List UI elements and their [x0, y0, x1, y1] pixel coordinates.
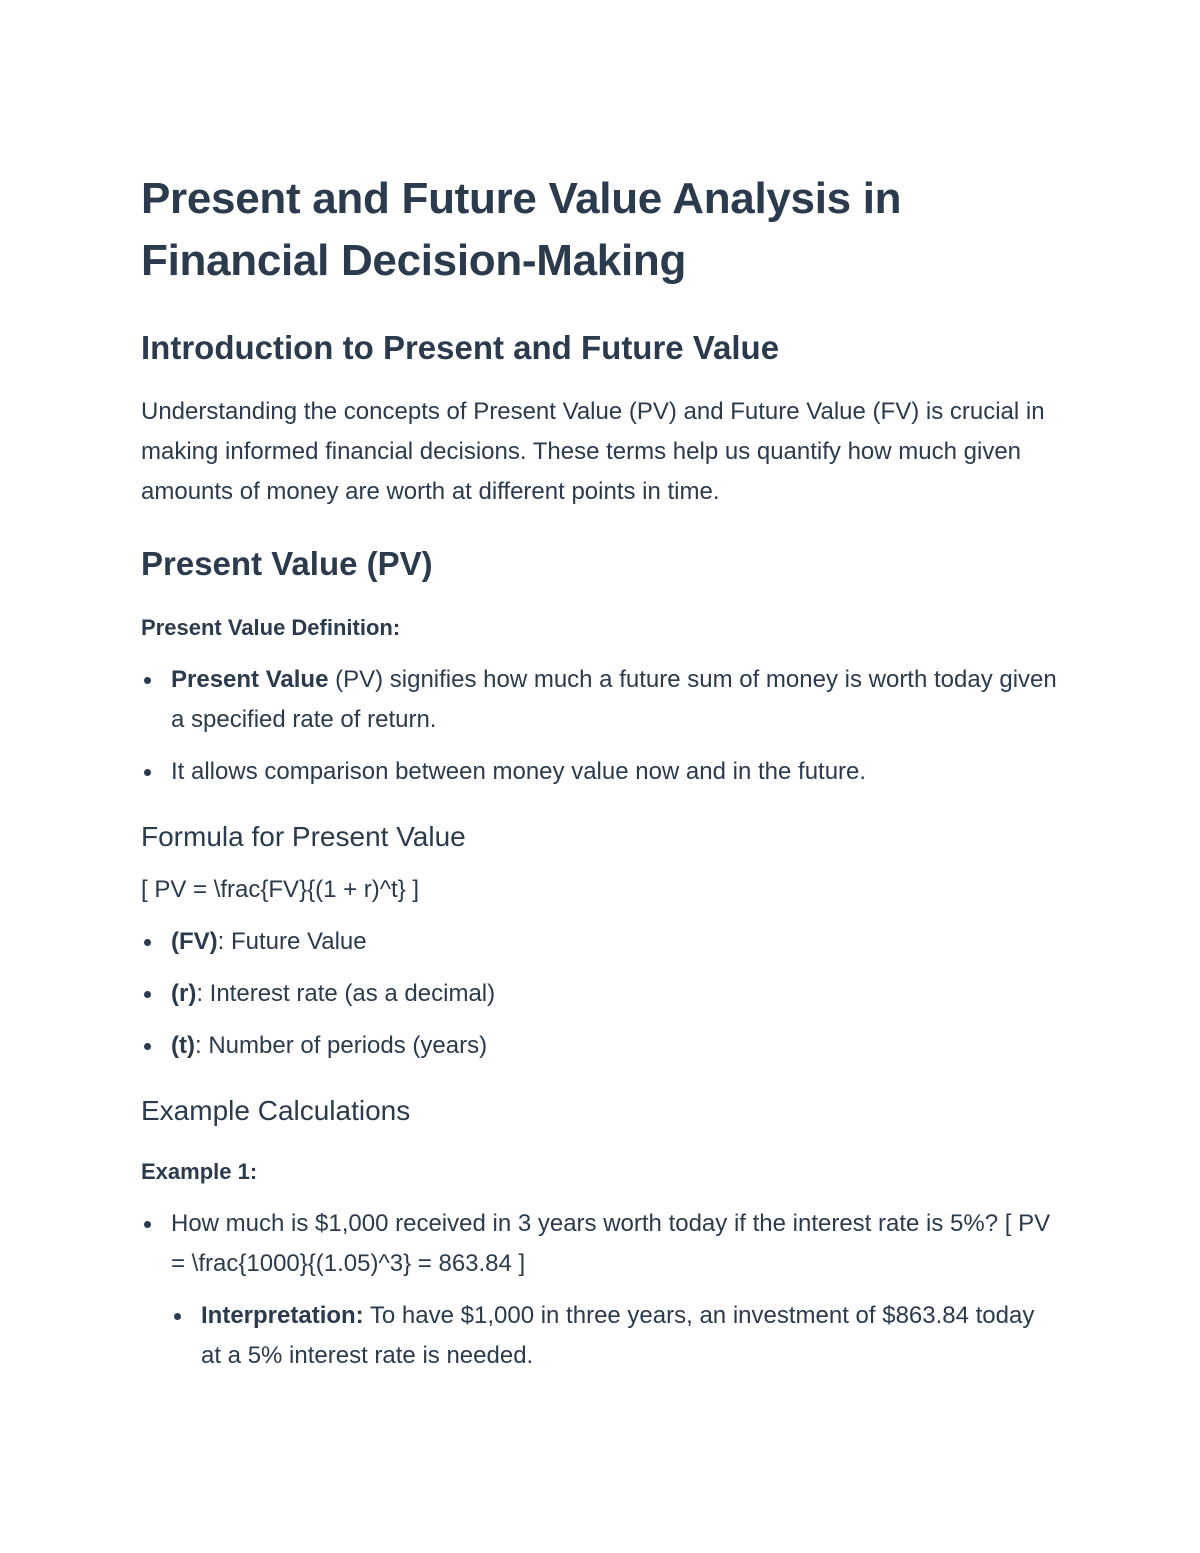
intro-heading: Introduction to Present and Future Value [141, 329, 780, 366]
example1-list [141, 1204, 1060, 1376]
pv-formula: [ PV = \frac{FV}{(1 + r)^t} ] [141, 876, 420, 903]
variable-symbol: (FV) [171, 928, 218, 955]
document-title: Present and Future Value Analysis in Financial Decision-Making [141, 174, 902, 285]
variable-description: : Future Value [217, 928, 367, 955]
example1-label: Example 1: [141, 1159, 258, 1184]
list-item [141, 1026, 1060, 1066]
example1-nested-list [171, 1296, 1060, 1376]
pv-heading: Present Value (PV) [141, 545, 433, 582]
formula-variables-list [141, 922, 1060, 1066]
variable-description: : Number of periods (years) [194, 1032, 488, 1059]
interpretation-text: To have $1,000 in three years, an investment of $863.84 today at a 5% interest rate is needed. [201, 1302, 1035, 1369]
variable-symbol: (t) [171, 1032, 195, 1059]
list-item [141, 922, 1060, 962]
list-item-text: (PV) signifies how much a future sum of money is worth today given a specified rate of return. [171, 666, 1057, 733]
list-item [141, 1204, 1060, 1376]
formula-heading: Formula for Present Value [141, 821, 466, 852]
list-item [141, 660, 1060, 740]
example1-text: How much is $1,000 received in 3 years worth today if the interest rate is 5%? [ PV = \frac{1000}{(1.05)^3} = 863.84 ] [171, 1210, 1051, 1277]
list-item [171, 1296, 1060, 1376]
interpretation-label: Interpretation: [201, 1302, 364, 1329]
variable-description: : Interest rate (as a decimal) [196, 980, 496, 1007]
variable-symbol: (r) [171, 980, 197, 1007]
list-item: It allows comparison between money value now and in the future. [141, 752, 1060, 792]
intro-paragraph: Understanding the concepts of Present Value (PV) and Future Value (FV) is crucial in making informed financial decisions. These terms help us quantify how much given amounts of money are worth at different points in time. [141, 398, 1045, 505]
examples-heading: Example Calculations [141, 1095, 411, 1126]
list-item [141, 974, 1060, 1014]
pv-definition-list [141, 660, 1060, 792]
list-item-bold: Present Value [171, 666, 329, 693]
pv-definition-label: Present Value Definition: [141, 615, 401, 640]
